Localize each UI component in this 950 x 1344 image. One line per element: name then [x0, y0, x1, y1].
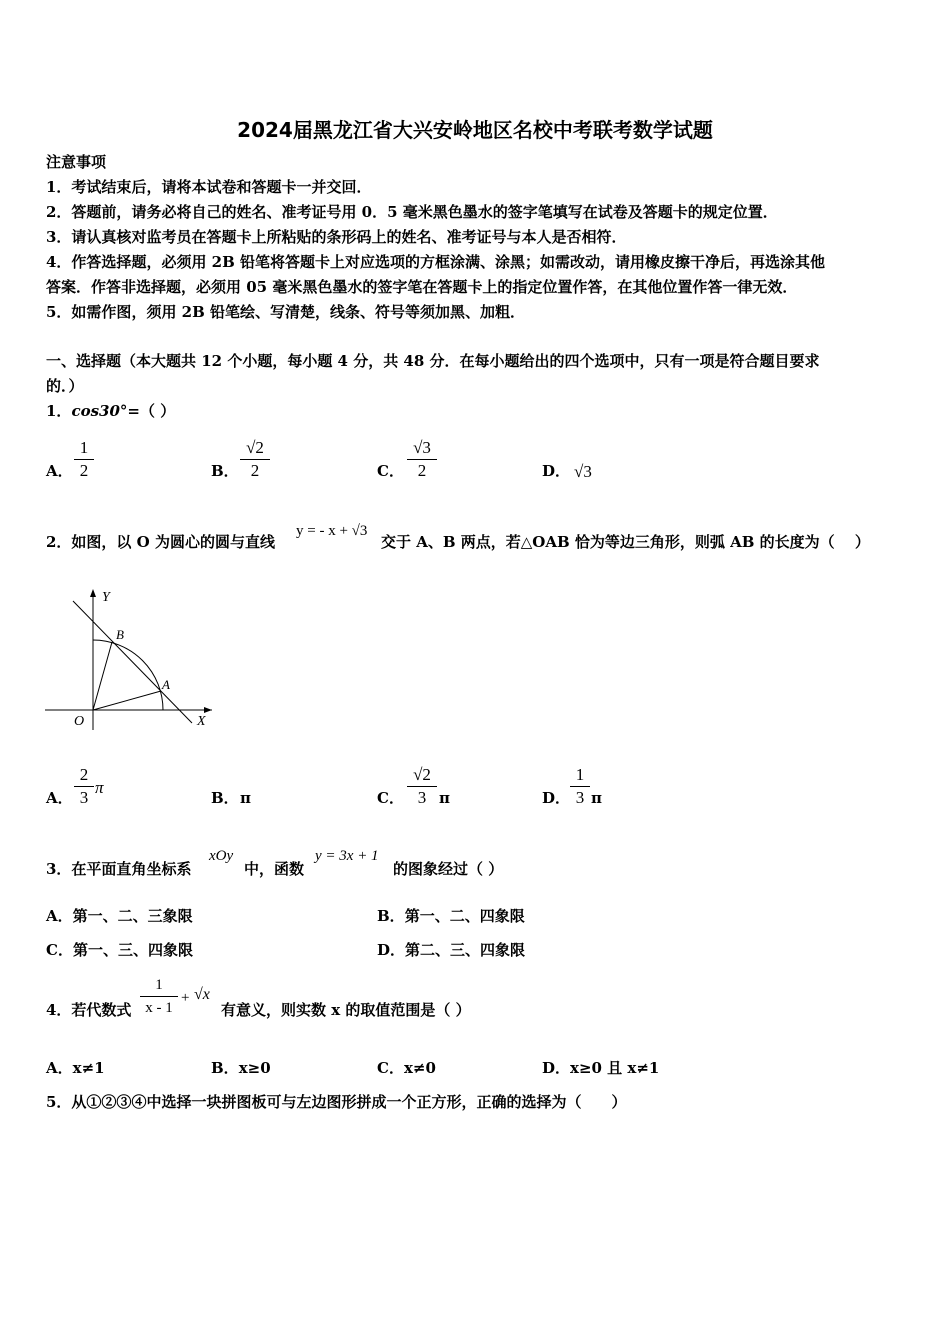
q2-stem-start: 2．如图，以 O 为圆心的圆与直线 — [46, 533, 275, 551]
label-x: X — [197, 714, 206, 729]
q4-b-text: x≥0 — [238, 1059, 271, 1077]
q1-blank: =（ ） — [127, 402, 176, 420]
q3-b-text: 第一、二、四象限 — [404, 907, 525, 925]
segment-ob — [93, 642, 112, 710]
q1-a-denominator: 2 — [79, 461, 89, 480]
q2-option-d-value — [570, 765, 590, 808]
q2-c-numerator: √2 — [413, 765, 431, 784]
q1-option-d-value: √3 — [574, 462, 592, 481]
q3-d-label: D． — [377, 941, 406, 959]
q2-stem-end: 交于 A、B 两点，若△OAB 恰为等边三角形，则弧 AB 的长度为（ ） — [381, 533, 870, 551]
q3-c-label: C． — [46, 941, 73, 959]
label-b: B — [116, 627, 124, 642]
q4-stem-end: 有意义，则实数 x 的取值范围是（ ） — [221, 1001, 471, 1019]
q1-expression: cos30° — [71, 402, 128, 420]
q1-stem — [46, 401, 175, 421]
page-title: 2024届黑龙江省大兴安岭地区名校中考联考数学试题 — [237, 118, 713, 142]
notice-item-4: 4．作答选择题，必须用 2B 铅笔将答题卡上对应选项的方框涂满、涂黑；如需改动，请用橡皮擦干净后，再选涂其他 — [46, 253, 826, 271]
q4-option-c — [377, 1058, 436, 1078]
q4-denominator: x - 1 — [145, 1000, 173, 1016]
q1-c-denominator: 2 — [417, 461, 427, 480]
q2-line-formula: y = - x + √3 — [296, 523, 368, 539]
q3-stem-mid: 中，函数 — [244, 860, 305, 878]
q3-stem-start: 3．在平面直角坐标系 — [46, 860, 192, 878]
q2-figure — [40, 585, 220, 735]
line-graph — [73, 601, 192, 723]
q4-numerator: 1 — [155, 977, 163, 993]
q1-number: 1． — [46, 402, 72, 420]
q4-option-d — [542, 1058, 659, 1078]
q3-b-label: B． — [377, 907, 405, 925]
q1-option-c-label: C． — [377, 462, 404, 480]
q3-option-c — [46, 940, 193, 960]
q2-option-c-value — [407, 765, 437, 808]
q2-option-b-value: π — [240, 789, 251, 807]
q2-option-a-label: A． — [46, 789, 73, 807]
q2-option-c-label: C． — [377, 789, 404, 807]
q3-stem-end: 的图象经过（ ） — [393, 860, 504, 878]
q3-option-b — [377, 906, 525, 926]
q1-option-a-label: A． — [46, 462, 73, 480]
q4-option-b — [211, 1058, 271, 1078]
q4-d-label: D． — [542, 1059, 571, 1077]
q2-option-b-label: B． — [211, 789, 239, 807]
q2-d-numerator: 1 — [575, 765, 585, 784]
q1-b-denominator: 2 — [250, 461, 260, 480]
notice-item-4-cont: 答案．作答非选择题，必须用 05 毫米黑色墨水的签字笔在答题卡上的指定位置作答，在其他位置作答一律无效． — [46, 278, 798, 296]
q4-root: √x — [194, 986, 210, 1003]
segment-oa — [93, 691, 161, 710]
q4-stem-start: 4．若代数式 — [46, 1001, 132, 1019]
y-axis-arrow — [90, 589, 96, 597]
q1-b-numerator: √2 — [246, 438, 264, 457]
q1-option-d-label: D． — [542, 462, 571, 480]
q4-b-label: B． — [211, 1059, 239, 1077]
q3-a-label: A． — [46, 907, 73, 925]
q3-option-a — [46, 906, 193, 926]
q4-c-label: C． — [377, 1059, 404, 1077]
q2-c-denominator: 3 — [417, 788, 427, 807]
q1-a-numerator: 1 — [79, 438, 89, 457]
q1-option-b-label: B． — [211, 462, 239, 480]
q4-plus: + — [181, 990, 190, 1006]
notice-item-2: 2．答题前，请务必将自己的姓名、准考证号用 0．5 毫米黑色墨水的签字笔填写在试卷及答题卡的规定位置． — [46, 203, 778, 221]
q4-fraction — [140, 975, 178, 1018]
q1-option-b-value — [240, 438, 270, 481]
q5-stem: 5．从①②③④中选择一块拼图板可与左边图形拼成一个正方形，正确的选择为（ ） — [46, 1093, 627, 1111]
q2-a-pi: π — [95, 778, 104, 797]
x-axis-arrow — [204, 707, 212, 713]
label-y: Y — [102, 590, 110, 605]
q4-option-a — [46, 1058, 105, 1078]
section-heading-cont: 的．） — [46, 377, 84, 395]
q3-c-text: 第一、三、四象限 — [72, 941, 193, 959]
q3-coord-system: xOy — [209, 848, 234, 864]
q4-a-label: A． — [46, 1059, 73, 1077]
q2-c-pi: π — [439, 789, 450, 807]
label-o: O — [74, 714, 85, 729]
notice-heading: 注意事项 — [46, 153, 107, 171]
q1-c-numerator: √3 — [413, 438, 431, 457]
label-a: A — [162, 677, 170, 692]
q2-option-d-label: D． — [542, 789, 571, 807]
circle-arc — [93, 640, 163, 710]
notice-item-1: 1．考试结束后，请将本试卷和答题卡一并交回． — [46, 178, 372, 196]
q1-option-a-value — [74, 438, 94, 481]
q4-a-text: x≠1 — [72, 1059, 105, 1077]
q4-d-text: x≥0 且 x≠1 — [570, 1059, 660, 1077]
section-heading: 一、选择题（本大题共 12 个小题，每小题 4 分，共 48 分．在每小题给出的四个选项中，只有一项是符合题目要求 — [46, 352, 820, 370]
q2-a-denominator: 3 — [79, 788, 89, 807]
q4-c-text: x≠0 — [403, 1059, 436, 1077]
q3-d-text: 第二、三、四象限 — [405, 941, 526, 959]
q2-d-pi: π — [591, 789, 602, 807]
q3-a-text: 第一、二、三象限 — [72, 907, 193, 925]
q2-option-a-value — [74, 765, 94, 808]
notice-item-3: 3．请认真核对监考员在答题卡上所粘贴的条形码上的姓名、准考证号与本人是否相符． — [46, 228, 627, 246]
q3-function: y = 3x + 1 — [315, 848, 379, 864]
q2-d-denominator: 3 — [575, 788, 585, 807]
notice-item-5: 5．如需作图，须用 2B 铅笔绘、写清楚，线条、符号等须加黑、加粗． — [46, 303, 525, 321]
q2-a-numerator: 2 — [79, 765, 89, 784]
q3-option-d — [377, 940, 525, 960]
q1-option-c-value — [407, 438, 437, 481]
